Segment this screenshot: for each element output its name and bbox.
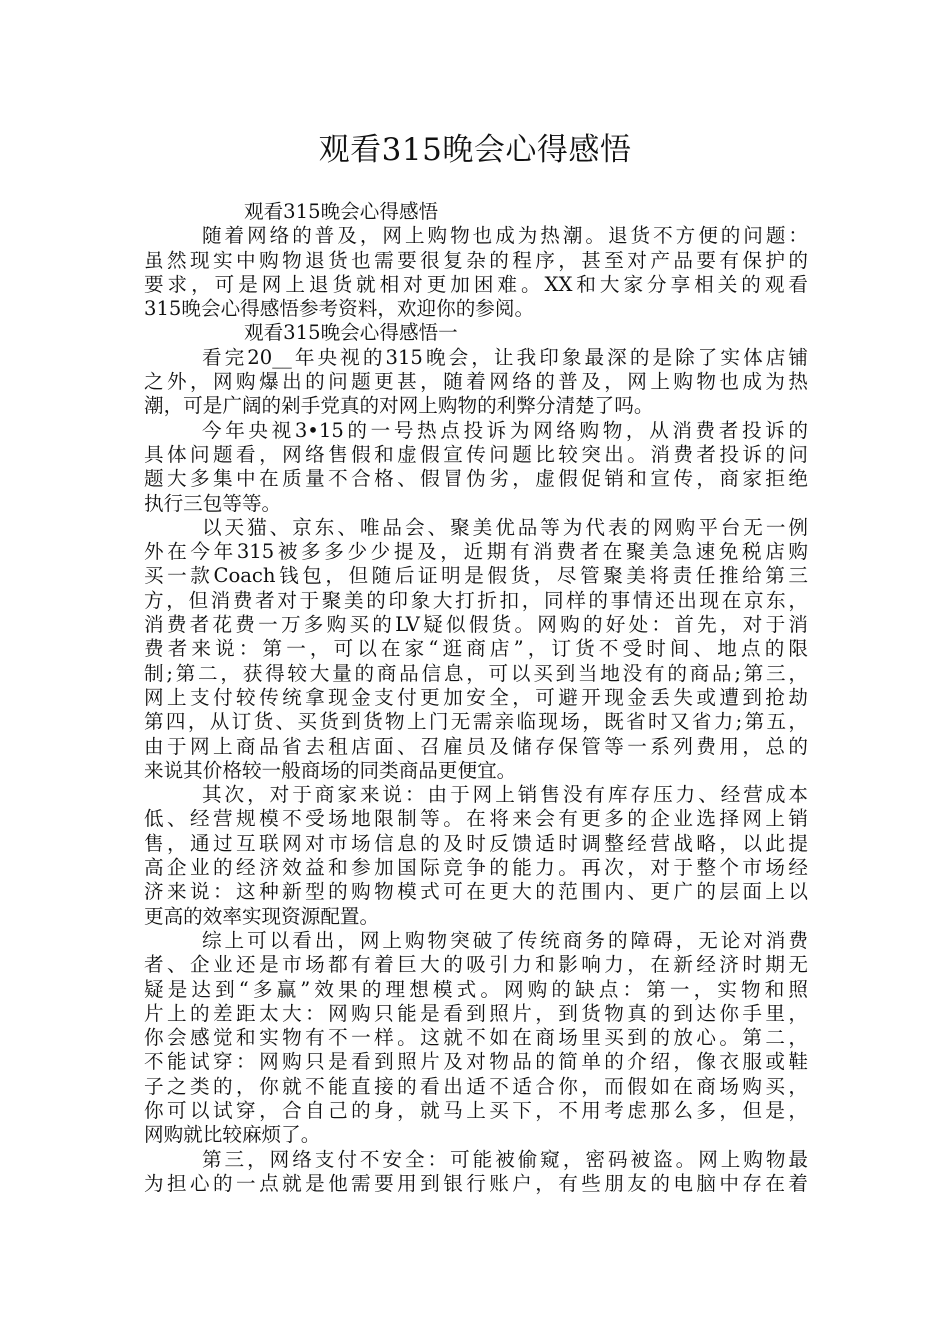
text-line: 者、企业还是市场都有着巨大的吸引力和影响力，在新经济时期无 bbox=[144, 953, 808, 977]
text-line: 为担心的一点就是他需要用到银行账户，有些朋友的电脑中存在着 bbox=[144, 1171, 808, 1195]
text-line: 观看315晚会心得感悟 bbox=[244, 200, 439, 223]
text-line: 综上可以看出，网上购物突破了传统商务的障碍，无论对消费 bbox=[202, 928, 808, 952]
text-line: 更高的效率实现资源配置。 bbox=[144, 904, 380, 928]
text-line: 子之类的，你就不能直接的看出适不适合你，而假如在商场购买， bbox=[144, 1074, 808, 1098]
text-line: 制;第二，获得较大量的商品信息，可以买到当地没有的商品;第三， bbox=[144, 661, 808, 685]
text-line: 之外，网购爆出的问题更甚，随着网络的普及，网上购物也成为热 bbox=[144, 370, 808, 394]
text-line: 低、经营规模不受场地限制等。在将来会有更多的企业选择网上销 bbox=[144, 807, 808, 831]
text-line: 虽然现实中购物退货也需要很复杂的程序，甚至对产品要有保护的 bbox=[144, 248, 808, 272]
text-line: 不能试穿：网购只是看到照片及对物品的简单的介绍，像衣服或鞋 bbox=[144, 1050, 808, 1074]
text-line: 消费者花费一万多购买的LV疑似假货。网购的好处：首先，对于消 bbox=[144, 613, 808, 637]
text-line: 你会感觉和实物有不一样。这就不如在商场里买到的放心。第二， bbox=[144, 1026, 808, 1050]
text-line: 由于网上商品省去租店面、召雇员及储存保管等一系列费用，总的 bbox=[144, 734, 808, 758]
text-line: 潮，可是广阔的剁手党真的对网上购物的利弊分清楚了吗。 bbox=[144, 394, 654, 418]
text-line: 看完20__年央视的315晚会，让我印象最深的是除了实体店铺 bbox=[202, 345, 808, 369]
text-line: 买一款Coach钱包，但随后证明是假货，尽管聚美将责任推给第三 bbox=[144, 564, 808, 588]
text-line: 随着网络的普及，网上购物也成为热潮。退货不方便的问题： bbox=[202, 224, 808, 248]
document-body bbox=[144, 200, 808, 1196]
text-line: 执行三包等等。 bbox=[144, 491, 282, 515]
text-line: 其次，对于商家来说：由于网上销售没有库存压力、经营成本 bbox=[202, 783, 808, 807]
text-line: 疑是达到“多赢”效果的理想模式。网购的缺点：第一，实物和照 bbox=[144, 977, 808, 1001]
document-title: 观看315晚会心得感悟 bbox=[318, 132, 632, 168]
text-line: 售，通过互联网对市场信息的及时反馈适时调整经营战略，以此提 bbox=[144, 831, 808, 855]
text-line: 高企业的经济效益和参加国际竞争的能力。再次，对于整个市场经 bbox=[144, 856, 808, 880]
text-line: 题大多集中在质量不合格、假冒伪劣，虚假促销和宣传，商家拒绝 bbox=[144, 467, 808, 491]
text-line: 网购就比较麻烦了。 bbox=[144, 1123, 321, 1147]
text-line: 来说其价格较一般商场的同类商品更便宜。 bbox=[144, 758, 517, 782]
text-line: 观看315晚会心得感悟一 bbox=[244, 321, 458, 345]
text-line: 第四，从订货、买货到货物上门无需亲临现场，既省时又省力;第五， bbox=[144, 710, 808, 734]
text-line: 你可以试穿，合自己的身，就马上买下，不用考虑那么多，但是， bbox=[144, 1098, 808, 1122]
text-line: 要求，可是网上退货就相对更加困难。XX和大家分享相关的观看 bbox=[144, 272, 808, 296]
text-line: 网上支付较传统拿现金支付更加安全，可避开现金丢失或遭到抢劫 bbox=[144, 685, 808, 709]
text-line: 以天猫、京东、唯品会、聚美优品等为代表的网购平台无一例 bbox=[202, 515, 808, 539]
text-line: 第三，网络支付不安全：可能被偷窥，密码被盗。网上购物最 bbox=[202, 1147, 808, 1171]
text-line: 外在今年315被多多少少提及，近期有消费者在聚美急速免税店购 bbox=[144, 540, 808, 564]
text-line: 费者来说：第一，可以在家“逛商店”，订货不受时间、地点的限 bbox=[144, 637, 808, 661]
text-line: 济来说：这种新型的购物模式可在更大的范围内、更广的层面上以 bbox=[144, 880, 808, 904]
text-line: 今年央视3•15的一号热点投诉为网络购物，从消费者投诉的 bbox=[202, 418, 808, 442]
text-line: 具体问题看，网络售假和虚假宣传问题比较突出。消费者投诉的问 bbox=[144, 442, 808, 466]
text-line: 方，但消费者对于聚美的印象大打折扣，同样的事情还出现在京东， bbox=[144, 588, 808, 612]
text-line: 片上的差距太大：网购只能是看到照片，到货物真的到达你手里， bbox=[144, 1001, 808, 1025]
text-line: 315晚会心得感悟参考资料，欢迎你的参阅。 bbox=[144, 297, 535, 321]
